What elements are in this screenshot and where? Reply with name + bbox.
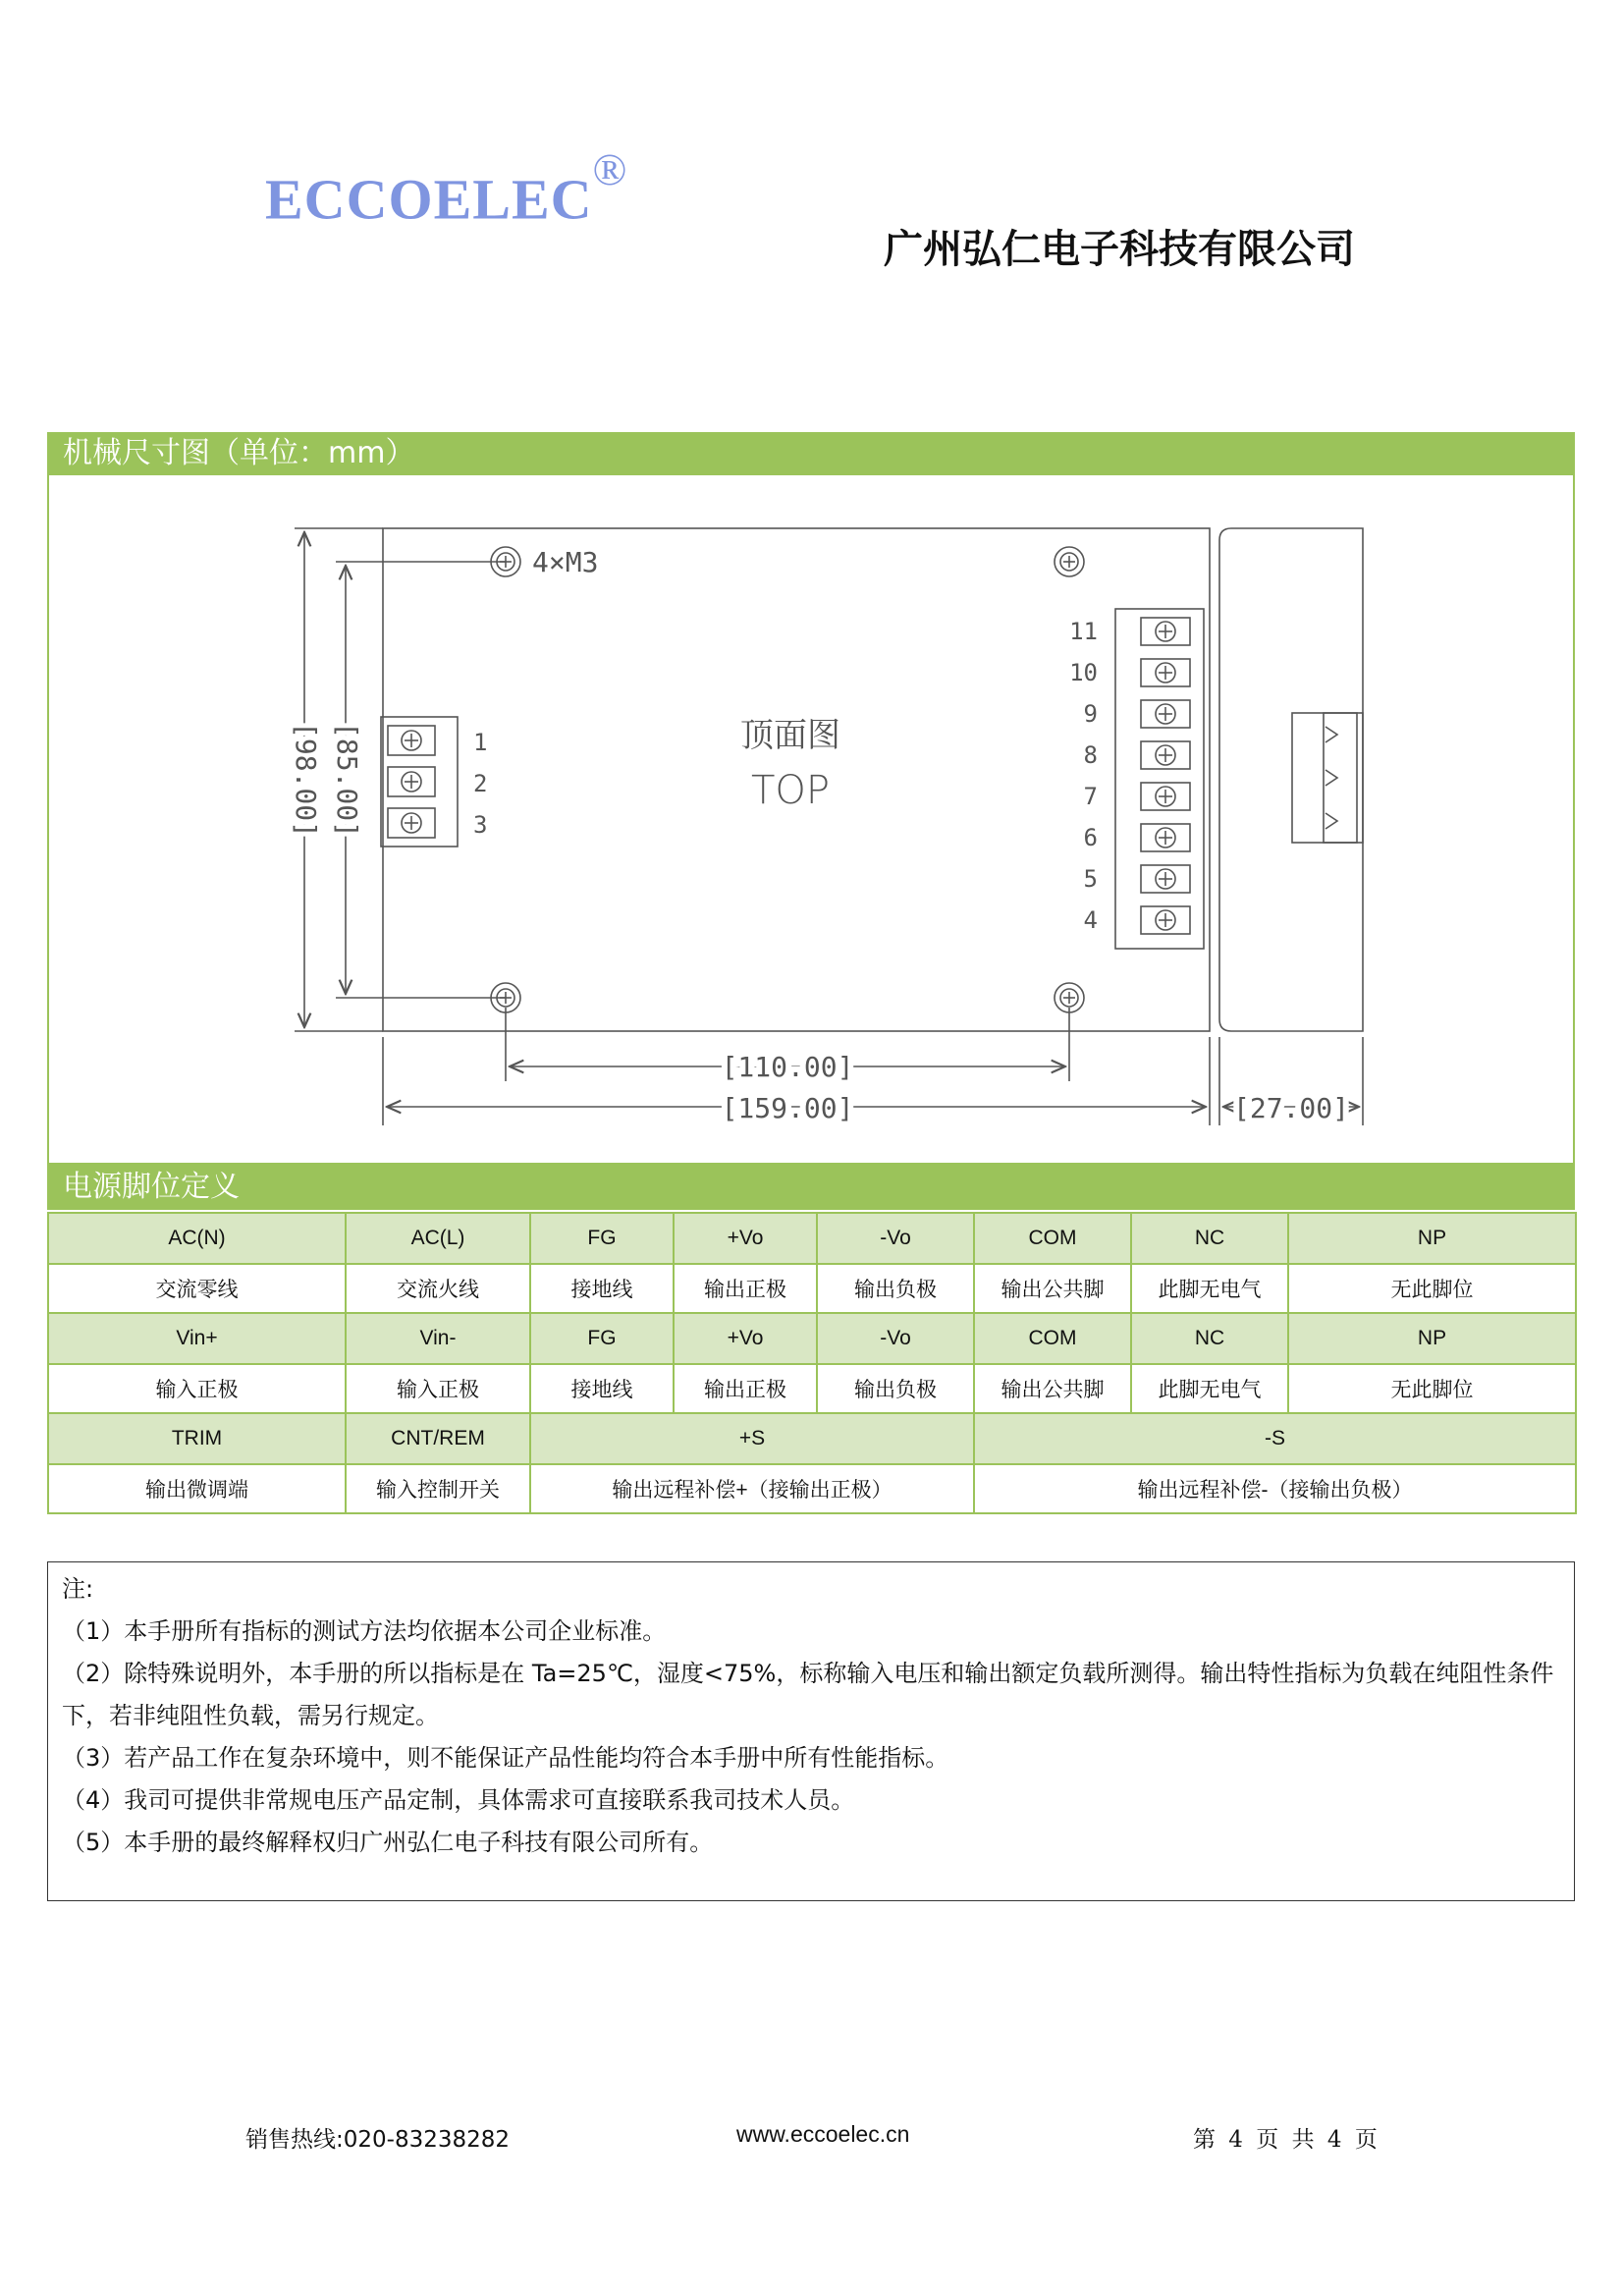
table-cell: COM <box>974 1213 1131 1264</box>
table-cell: 此脚无电气 <box>1131 1364 1288 1413</box>
company-logo <box>265 144 628 232</box>
top-view-label-cn: 顶面图 <box>740 716 840 755</box>
table-cell: NC <box>1131 1213 1288 1264</box>
hole-spec-label: 4×M3 <box>532 546 599 578</box>
table-cell: AC(L) <box>346 1213 530 1264</box>
table-cell: 此脚无电气 <box>1131 1264 1288 1313</box>
mechanical-section-title: 机械尺寸图（单位：mm） <box>47 432 1575 475</box>
table-cell: 交流火线 <box>346 1264 530 1313</box>
table-cell: COM <box>974 1313 1131 1364</box>
table-cell: 输入控制开关 <box>346 1464 530 1513</box>
table-cell: 输出正极 <box>674 1364 817 1413</box>
table-cell: AC(N) <box>48 1213 346 1264</box>
dim-width-holes-label: [110.00] <box>721 1051 854 1083</box>
table-cell: 输出负极 <box>817 1264 974 1313</box>
table-cell: Vin+ <box>48 1313 346 1364</box>
dim-depth-label: [27.00] <box>1232 1092 1350 1124</box>
right-pin-label: 9 <box>1083 700 1098 728</box>
right-pin-label: 8 <box>1083 741 1098 769</box>
table-row <box>48 1364 1576 1413</box>
notes-box <box>47 1561 1575 1901</box>
left-terminal-block <box>381 717 458 847</box>
right-pin-label: 6 <box>1083 824 1098 851</box>
table-row <box>48 1464 1576 1513</box>
table-cell: +S <box>530 1413 974 1464</box>
table-cell: Vin- <box>346 1313 530 1364</box>
table-cell: +Vo <box>674 1313 817 1364</box>
top-view-label-en: TOP <box>750 768 831 813</box>
mechanical-drawing <box>49 477 1573 1165</box>
right-pin-label: 4 <box>1083 906 1098 934</box>
table-cell: 无此脚位 <box>1288 1264 1576 1313</box>
table-cell: FG <box>530 1213 674 1264</box>
note-item: （3）若产品工作在复杂环境中，则不能保证产品性能均符合本手册中所有性能指标。 <box>62 1744 949 1772</box>
right-pin-label: 5 <box>1083 865 1098 893</box>
note-item: （2）除特殊说明外，本手册的所以指标是在 Ta=25℃，湿度<75%，标称输入电压和输出额定负载所测得。输出特性指标为负载在纯阻性条件下，若非纯阻性负载，需另行规定。 <box>62 1660 1554 1729</box>
right-pin-label: 7 <box>1083 783 1098 810</box>
table-cell: 输入正极 <box>346 1364 530 1413</box>
dim-height-outer-label: [98.00] <box>290 721 322 839</box>
table-cell: 输出正极 <box>674 1264 817 1313</box>
pin-definition-table <box>47 1212 1577 1514</box>
table-cell: 输入正极 <box>48 1364 346 1413</box>
left-pin-label: 3 <box>473 811 488 839</box>
table-cell: -S <box>974 1413 1576 1464</box>
company-name: 广州弘仁电子科技有限公司 <box>884 227 1355 272</box>
note-item: （4）我司可提供非常规电压产品定制，具体需求可直接联系我司技术人员。 <box>62 1786 855 1814</box>
table-row <box>48 1413 1576 1464</box>
table-row <box>48 1313 1576 1364</box>
table-cell: NC <box>1131 1313 1288 1364</box>
right-pin-label: 10 <box>1069 659 1098 686</box>
page-number: 第 4 页 共 4 页 <box>1193 2127 1378 2153</box>
notes-title: 注: <box>62 1575 94 1603</box>
table-cell: FG <box>530 1313 674 1364</box>
table-cell: NP <box>1288 1213 1576 1264</box>
note-item: （5）本手册的最终解释权归广州弘仁电子科技有限公司所有。 <box>62 1829 714 1856</box>
table-cell: TRIM <box>48 1413 346 1464</box>
table-cell: 输出公共脚 <box>974 1264 1131 1313</box>
dim-height-inner-label: [85.00] <box>331 721 363 839</box>
table-cell: CNT/REM <box>346 1413 530 1464</box>
logo-text: ECCOELEC <box>265 167 593 232</box>
pin-section-title: 电源脚位定义 <box>47 1165 1575 1210</box>
registered-mark: ® <box>592 144 628 194</box>
table-cell: NP <box>1288 1313 1576 1364</box>
table-cell: 输出负极 <box>817 1364 974 1413</box>
right-pin-label: 11 <box>1069 618 1098 645</box>
sales-hotline: 销售热线:020-83238282 <box>245 2127 511 2153</box>
table-cell: +Vo <box>674 1213 817 1264</box>
mounting-hole-top-right <box>1055 547 1084 576</box>
table-cell: 交流零线 <box>48 1264 346 1313</box>
table-cell: 输出远程补偿-（接输出负极） <box>974 1464 1576 1513</box>
left-pin-label: 1 <box>473 729 488 756</box>
table-row <box>48 1213 1576 1264</box>
table-cell: -Vo <box>817 1313 974 1364</box>
table-cell: 无此脚位 <box>1288 1364 1576 1413</box>
note-item: （1）本手册所有指标的测试方法均依据本公司企业标准。 <box>62 1617 667 1645</box>
left-pin-label: 2 <box>473 770 488 797</box>
table-cell: 接地线 <box>530 1264 674 1313</box>
right-terminal-block <box>1115 609 1204 949</box>
table-cell: 输出公共脚 <box>974 1364 1131 1413</box>
table-cell: 输出远程补偿+（接输出正极） <box>530 1464 974 1513</box>
website-link[interactable]: www.eccoelec.cn <box>736 2121 910 2147</box>
dim-width-outer-label: [159.00] <box>721 1092 854 1124</box>
table-row <box>48 1264 1576 1313</box>
table-cell: 接地线 <box>530 1364 674 1413</box>
side-view <box>1219 528 1363 1031</box>
table-cell: 输出微调端 <box>48 1464 346 1513</box>
table-cell: -Vo <box>817 1213 974 1264</box>
